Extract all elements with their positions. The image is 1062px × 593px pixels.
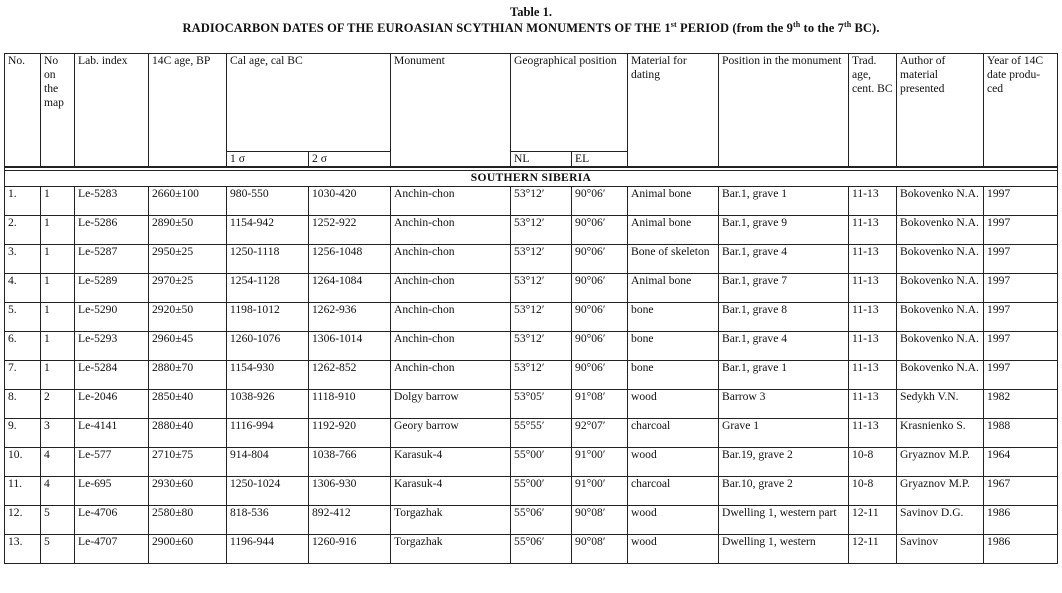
cell-cal-age-2sigma: 1256-1048 bbox=[309, 245, 391, 274]
cell-author: Savinov bbox=[897, 535, 984, 564]
cell-latitude: 53°12′ bbox=[511, 274, 572, 303]
cell-c14-age: 2960±45 bbox=[149, 332, 227, 361]
cell-position: Bar.1, grave 4 bbox=[719, 245, 849, 274]
cell-cal-age-1sigma: 1116-994 bbox=[227, 419, 309, 448]
cell-position: Dwelling 1, western part bbox=[719, 506, 849, 535]
cell-year: 1988 bbox=[984, 419, 1058, 448]
cell-row-number: 3. bbox=[5, 245, 41, 274]
cell-map-number: 4 bbox=[41, 477, 75, 506]
header-cal-2sigma: 2 σ bbox=[309, 152, 391, 168]
table-row bbox=[5, 303, 1058, 332]
cell-lab-index: Le-5290 bbox=[75, 303, 149, 332]
cell-year: 1982 bbox=[984, 390, 1058, 419]
header-el: EL bbox=[572, 152, 628, 168]
cell-lab-index: Le-695 bbox=[75, 477, 149, 506]
cell-latitude: 53°05′ bbox=[511, 390, 572, 419]
cell-c14-age: 2920±50 bbox=[149, 303, 227, 332]
cell-monument: Dolgy barrow bbox=[391, 390, 511, 419]
cell-cal-age-1sigma: 1154-942 bbox=[227, 216, 309, 245]
cell-material: Animal bone bbox=[628, 216, 719, 245]
cell-longitude: 90°06′ bbox=[572, 245, 628, 274]
cell-author: Sedykh V.N. bbox=[897, 390, 984, 419]
cell-c14-age: 2890±50 bbox=[149, 216, 227, 245]
table-caption: Table 1. bbox=[510, 5, 552, 19]
cell-position: Barrow 3 bbox=[719, 390, 849, 419]
cell-material: wood bbox=[628, 390, 719, 419]
cell-c14-age: 2710±75 bbox=[149, 448, 227, 477]
cell-longitude: 90°08′ bbox=[572, 535, 628, 564]
cell-position: Bar.1, grave 9 bbox=[719, 216, 849, 245]
header-material: Material for dating bbox=[628, 54, 719, 168]
cell-cal-age-2sigma: 1264-1084 bbox=[309, 274, 391, 303]
cell-row-number: 2. bbox=[5, 216, 41, 245]
table-row bbox=[5, 419, 1058, 448]
cell-c14-age: 2880±70 bbox=[149, 361, 227, 390]
cell-row-number: 9. bbox=[5, 419, 41, 448]
cell-cal-age-1sigma: 1254-1128 bbox=[227, 274, 309, 303]
cell-map-number: 1 bbox=[41, 332, 75, 361]
radiocarbon-table bbox=[4, 53, 1058, 564]
header-14c-age: 14C age, BP bbox=[149, 54, 227, 168]
cell-map-number: 1 bbox=[41, 216, 75, 245]
region-label: SOUTHERN SIBERIA bbox=[5, 171, 1058, 187]
cell-material: bone bbox=[628, 303, 719, 332]
cell-c14-age: 2580±80 bbox=[149, 506, 227, 535]
cell-material: Bone of skeleton bbox=[628, 245, 719, 274]
cell-latitude: 53°12′ bbox=[511, 187, 572, 216]
cell-material: charcoal bbox=[628, 477, 719, 506]
cell-cal-age-2sigma: 1192-920 bbox=[309, 419, 391, 448]
cell-latitude: 55°55′ bbox=[511, 419, 572, 448]
cell-cal-age-1sigma: 1038-926 bbox=[227, 390, 309, 419]
cell-cal-age-2sigma: 1252-922 bbox=[309, 216, 391, 245]
cell-material: Animal bone bbox=[628, 187, 719, 216]
cell-map-number: 1 bbox=[41, 245, 75, 274]
cell-trad-age: 12-11 bbox=[849, 506, 897, 535]
cell-trad-age: 11-13 bbox=[849, 274, 897, 303]
cell-year: 1997 bbox=[984, 361, 1058, 390]
cell-c14-age: 2930±60 bbox=[149, 477, 227, 506]
cell-monument: Anchin-chon bbox=[391, 303, 511, 332]
cell-longitude: 91°08′ bbox=[572, 390, 628, 419]
cell-monument: Anchin-chon bbox=[391, 332, 511, 361]
cell-trad-age: 10-8 bbox=[849, 477, 897, 506]
cell-lab-index: Le-5289 bbox=[75, 274, 149, 303]
cell-year: 1967 bbox=[984, 477, 1058, 506]
cell-latitude: 55°00′ bbox=[511, 477, 572, 506]
cell-monument: Anchin-chon bbox=[391, 274, 511, 303]
cell-monument: Karasuk-4 bbox=[391, 448, 511, 477]
cell-map-number: 3 bbox=[41, 419, 75, 448]
cell-longitude: 90°06′ bbox=[572, 187, 628, 216]
cell-year: 1997 bbox=[984, 216, 1058, 245]
header-monument: Monument bbox=[391, 54, 511, 168]
cell-position: Bar.1, grave 4 bbox=[719, 332, 849, 361]
cell-position: Bar.1, grave 1 bbox=[719, 361, 849, 390]
cell-cal-age-2sigma: 1030-420 bbox=[309, 187, 391, 216]
cell-year: 1997 bbox=[984, 303, 1058, 332]
cell-author: Bokovenko N.A. bbox=[897, 274, 984, 303]
cell-map-number: 1 bbox=[41, 361, 75, 390]
cell-cal-age-1sigma: 1198-1012 bbox=[227, 303, 309, 332]
cell-material: Animal bone bbox=[628, 274, 719, 303]
cell-trad-age: 11-13 bbox=[849, 303, 897, 332]
cell-cal-age-1sigma: 1154-930 bbox=[227, 361, 309, 390]
cell-material: charcoal bbox=[628, 419, 719, 448]
cell-latitude: 53°12′ bbox=[511, 216, 572, 245]
table-row bbox=[5, 390, 1058, 419]
cell-row-number: 1. bbox=[5, 187, 41, 216]
cell-c14-age: 2900±60 bbox=[149, 535, 227, 564]
table-row bbox=[5, 245, 1058, 274]
cell-year: 1986 bbox=[984, 506, 1058, 535]
cell-latitude: 53°12′ bbox=[511, 303, 572, 332]
cell-monument: Anchin-chon bbox=[391, 216, 511, 245]
cell-longitude: 91°00′ bbox=[572, 477, 628, 506]
cell-material: bone bbox=[628, 332, 719, 361]
cell-cal-age-1sigma: 980-550 bbox=[227, 187, 309, 216]
table-row bbox=[5, 448, 1058, 477]
cell-author: Savinov D.G. bbox=[897, 506, 984, 535]
cell-trad-age: 10-8 bbox=[849, 448, 897, 477]
cell-map-number: 5 bbox=[41, 506, 75, 535]
cell-longitude: 92°07′ bbox=[572, 419, 628, 448]
cell-row-number: 11. bbox=[5, 477, 41, 506]
cell-longitude: 90°06′ bbox=[572, 361, 628, 390]
cell-longitude: 90°06′ bbox=[572, 216, 628, 245]
cell-map-number: 1 bbox=[41, 274, 75, 303]
cell-trad-age: 11-13 bbox=[849, 216, 897, 245]
cell-row-number: 13. bbox=[5, 535, 41, 564]
cell-row-number: 10. bbox=[5, 448, 41, 477]
cell-lab-index: Le-2046 bbox=[75, 390, 149, 419]
table-row bbox=[5, 274, 1058, 303]
cell-trad-age: 11-13 bbox=[849, 419, 897, 448]
header-nl: NL bbox=[511, 152, 572, 168]
cell-author: Bokovenko N.A. bbox=[897, 216, 984, 245]
cell-trad-age: 11-13 bbox=[849, 187, 897, 216]
cell-cal-age-2sigma: 1038-766 bbox=[309, 448, 391, 477]
cell-material: wood bbox=[628, 448, 719, 477]
cell-c14-age: 2880±40 bbox=[149, 419, 227, 448]
cell-longitude: 90°06′ bbox=[572, 332, 628, 361]
cell-longitude: 91°00′ bbox=[572, 448, 628, 477]
cell-year: 1997 bbox=[984, 274, 1058, 303]
cell-c14-age: 2660±100 bbox=[149, 187, 227, 216]
header-trad-age: Trad. age, cent. BC bbox=[849, 54, 897, 168]
cell-trad-age: 12-11 bbox=[849, 535, 897, 564]
cell-material: bone bbox=[628, 361, 719, 390]
cell-cal-age-1sigma: 1250-1024 bbox=[227, 477, 309, 506]
cell-trad-age: 11-13 bbox=[849, 332, 897, 361]
table-row bbox=[5, 535, 1058, 564]
cell-cal-age-2sigma: 1306-1014 bbox=[309, 332, 391, 361]
cell-c14-age: 2850±40 bbox=[149, 390, 227, 419]
header-cal-age: Cal age, cal BC bbox=[227, 54, 391, 152]
cell-c14-age: 2970±25 bbox=[149, 274, 227, 303]
cell-author: Gryaznov M.P. bbox=[897, 448, 984, 477]
header-no: No. bbox=[5, 54, 41, 168]
cell-monument: Anchin-chon bbox=[391, 361, 511, 390]
cell-row-number: 6. bbox=[5, 332, 41, 361]
cell-position: Bar.1, grave 7 bbox=[719, 274, 849, 303]
cell-year: 1997 bbox=[984, 332, 1058, 361]
cell-trad-age: 11-13 bbox=[849, 361, 897, 390]
cell-latitude: 53°12′ bbox=[511, 361, 572, 390]
table-row bbox=[5, 187, 1058, 216]
cell-latitude: 55°06′ bbox=[511, 535, 572, 564]
table-title bbox=[0, 4, 1062, 36]
cell-cal-age-2sigma: 892-412 bbox=[309, 506, 391, 535]
cell-cal-age-1sigma: 914-804 bbox=[227, 448, 309, 477]
cell-map-number: 1 bbox=[41, 303, 75, 332]
cell-cal-age-2sigma: 1262-852 bbox=[309, 361, 391, 390]
cell-cal-age-1sigma: 1250-1118 bbox=[227, 245, 309, 274]
cell-map-number: 5 bbox=[41, 535, 75, 564]
cell-lab-index: Le-5293 bbox=[75, 332, 149, 361]
cell-row-number: 7. bbox=[5, 361, 41, 390]
cell-map-number: 1 bbox=[41, 187, 75, 216]
cell-c14-age: 2950±25 bbox=[149, 245, 227, 274]
cell-lab-index: Le-5286 bbox=[75, 216, 149, 245]
table-row bbox=[5, 361, 1058, 390]
cell-lab-index: Le-4707 bbox=[75, 535, 149, 564]
table-row bbox=[5, 506, 1058, 535]
header-author: Author of material presented bbox=[897, 54, 984, 168]
cell-map-number: 4 bbox=[41, 448, 75, 477]
cell-author: Bokovenko N.A. bbox=[897, 332, 984, 361]
cell-longitude: 90°08′ bbox=[572, 506, 628, 535]
header-year: Year of 14C date produ-ced bbox=[984, 54, 1058, 168]
cell-lab-index: Le-5284 bbox=[75, 361, 149, 390]
cell-author: Gryaznov M.P. bbox=[897, 477, 984, 506]
table-row bbox=[5, 332, 1058, 361]
cell-author: Bokovenko N.A. bbox=[897, 361, 984, 390]
cell-latitude: 53°12′ bbox=[511, 245, 572, 274]
cell-year: 1997 bbox=[984, 245, 1058, 274]
table-row bbox=[5, 216, 1058, 245]
cell-cal-age-1sigma: 1196-944 bbox=[227, 535, 309, 564]
cell-row-number: 5. bbox=[5, 303, 41, 332]
header-geo-position: Geographical position bbox=[511, 54, 628, 152]
cell-lab-index: Le-577 bbox=[75, 448, 149, 477]
cell-trad-age: 11-13 bbox=[849, 390, 897, 419]
cell-position: Bar.1, grave 8 bbox=[719, 303, 849, 332]
cell-row-number: 8. bbox=[5, 390, 41, 419]
cell-cal-age-2sigma: 1260-916 bbox=[309, 535, 391, 564]
cell-cal-age-2sigma: 1118-910 bbox=[309, 390, 391, 419]
cell-lab-index: Le-4706 bbox=[75, 506, 149, 535]
cell-cal-age-2sigma: 1262-936 bbox=[309, 303, 391, 332]
cell-monument: Karasuk-4 bbox=[391, 477, 511, 506]
cell-material: wood bbox=[628, 506, 719, 535]
cell-map-number: 2 bbox=[41, 390, 75, 419]
cell-latitude: 55°00′ bbox=[511, 448, 572, 477]
cell-material: wood bbox=[628, 535, 719, 564]
header-map: No on the map bbox=[41, 54, 75, 168]
header-position: Position in the monument bbox=[719, 54, 849, 168]
cell-position: Bar.10, grave 2 bbox=[719, 477, 849, 506]
cell-lab-index: Le-4141 bbox=[75, 419, 149, 448]
cell-monument: Anchin-chon bbox=[391, 245, 511, 274]
cell-lab-index: Le-5287 bbox=[75, 245, 149, 274]
cell-author: Bokovenko N.A. bbox=[897, 303, 984, 332]
table-heading: RADIOCARBON DATES OF THE EUROASIAN SCYTHIAN MONUMENTS OF THE 1st PERIOD (from the 9th to the 7th BC). bbox=[182, 20, 880, 35]
cell-position: Dwelling 1, western bbox=[719, 535, 849, 564]
table-row bbox=[5, 477, 1058, 506]
cell-author: Bokovenko N.A. bbox=[897, 187, 984, 216]
header-lab-index: Lab. index bbox=[75, 54, 149, 168]
cell-longitude: 90°06′ bbox=[572, 274, 628, 303]
cell-year: 1986 bbox=[984, 535, 1058, 564]
cell-cal-age-1sigma: 818-536 bbox=[227, 506, 309, 535]
cell-year: 1997 bbox=[984, 187, 1058, 216]
cell-longitude: 90°06′ bbox=[572, 303, 628, 332]
cell-latitude: 55°06′ bbox=[511, 506, 572, 535]
cell-monument: Geory barrow bbox=[391, 419, 511, 448]
cell-cal-age-2sigma: 1306-930 bbox=[309, 477, 391, 506]
cell-cal-age-1sigma: 1260-1076 bbox=[227, 332, 309, 361]
cell-monument: Anchin-chon bbox=[391, 187, 511, 216]
cell-latitude: 53°12′ bbox=[511, 332, 572, 361]
header-cal-1sigma: 1 σ bbox=[227, 152, 309, 168]
cell-year: 1964 bbox=[984, 448, 1058, 477]
cell-monument: Torgazhak bbox=[391, 535, 511, 564]
cell-position: Grave 1 bbox=[719, 419, 849, 448]
cell-monument: Torgazhak bbox=[391, 506, 511, 535]
cell-row-number: 4. bbox=[5, 274, 41, 303]
cell-position: Bar.19, grave 2 bbox=[719, 448, 849, 477]
cell-lab-index: Le-5283 bbox=[75, 187, 149, 216]
cell-position: Bar.1, grave 1 bbox=[719, 187, 849, 216]
cell-trad-age: 11-13 bbox=[849, 245, 897, 274]
cell-author: Bokovenko N.A. bbox=[897, 245, 984, 274]
cell-author: Krasnienko S. bbox=[897, 419, 984, 448]
cell-row-number: 12. bbox=[5, 506, 41, 535]
